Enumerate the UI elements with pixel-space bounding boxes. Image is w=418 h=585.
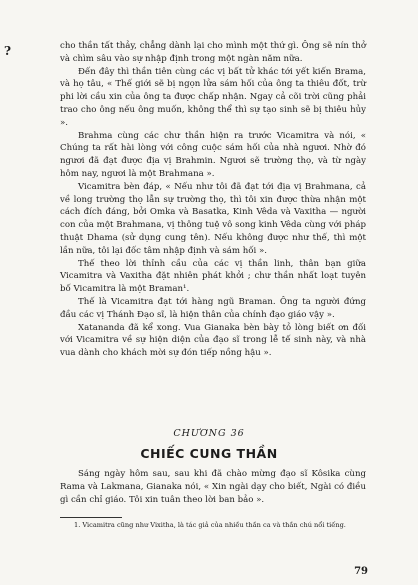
margin-mark: ? — [4, 44, 12, 58]
paragraph-5: Thế theo lời thỉnh cầu của các vị thần linh, thân bạn giữa Vicamitra và Vaxitha đặt nhiên phát khởi ; chư thần nhất loạt tuyên bố Vicamitra là một Braman¹. — [60, 258, 366, 295]
chapter-title: CHIẾC CUNG THẦN — [140, 446, 278, 461]
body-text — [60, 40, 366, 360]
paragraph-1: cho thần tất thảy, chẳng dành lại cho mình một thứ gì. Ông sẽ nín thở và chìm sâu vào sự nhập định trong một ngàn năm nữa. — [60, 41, 366, 64]
paragraph-2: Đến đây thì thần tiên cùng các vị bất tử khác tới yết kiến Brama, và họ tâu, « Thế giới sẽ bị ngọn lửa sám hối của ông ta thiêu đốt, trừ phi lời cầu xin của ông ta được chấp nhận. Ngay cả cõi trời cũng phải trao cho ông nếu ông muốn, không thể thì sự tạo sinh sẽ bị thiêu hủy ». — [60, 66, 366, 128]
paragraph-6: Thế là Vicamitra đạt tới hàng ngũ Braman. Ông ta người đứng đầu các vị Thánh Đạo sĩ, là hiện thân của chính đạo giáo vậy ». — [60, 296, 366, 320]
footnote-rule — [60, 517, 122, 518]
footnote: 1. Vicamitra cũng như Vixitha, là tác giả của nhiều thần ca và thần chú nổi tiếng. — [74, 521, 346, 529]
chapter-paragraph-1: Sáng ngày hôm sau, sau khi đã chào mừng đạo sĩ Kôsika cùng Rama và Lakmana, Gianaka nói, « Xin ngài dạy cho biết, Ngài có điều gì cần chỉ giáo. Tôi xin tuân theo lời ban bảo ». — [60, 469, 366, 505]
chapter-label: CHƯƠNG 36 — [173, 428, 245, 439]
paragraph-3: Brahma cùng các chư thần hiện ra trước Vicamitra và nói, « Chúng ta rất hài lòng với công cuộc sám hối của nhà ngươi. Nhờ đó ngươi đã đạt được địa vị Brahmin. Ngươi sẽ trường thọ, và từ ngày hôm nay, ngươi là một Brahmana ». — [60, 130, 366, 179]
paragraph-4: Vicamitra bèn đáp, « Nếu như tôi đã đạt tới địa vị Brahmana, cả về long trường thọ lẫn sự trường thọ, thì tôi xin được thừa nhận một cách đích đáng, bởi Omka và Basatka, Kinh Vêda và Vaxitha — người con của một Brahmana, vị thông tuệ vô song kinh Vêda cùng với pháp thuật Dhama (sử dụng cung tên). Nếu không được như thế, thì một lần nữa, tôi lại đốc tâm nhập định và sám hối ». — [60, 181, 366, 256]
page-number: 79 — [354, 566, 368, 577]
chapter-body-text — [60, 468, 366, 506]
paragraph-7: Xatananda đã kể xong. Vua Gianaka bèn bày tỏ lòng biết ơn đối với Vicamitra về sự hiện diện của đạo sĩ trong lễ tế sinh này, và nhà vua dành cho khách mời sự đón tiếp nồng hậu ». — [60, 322, 366, 359]
